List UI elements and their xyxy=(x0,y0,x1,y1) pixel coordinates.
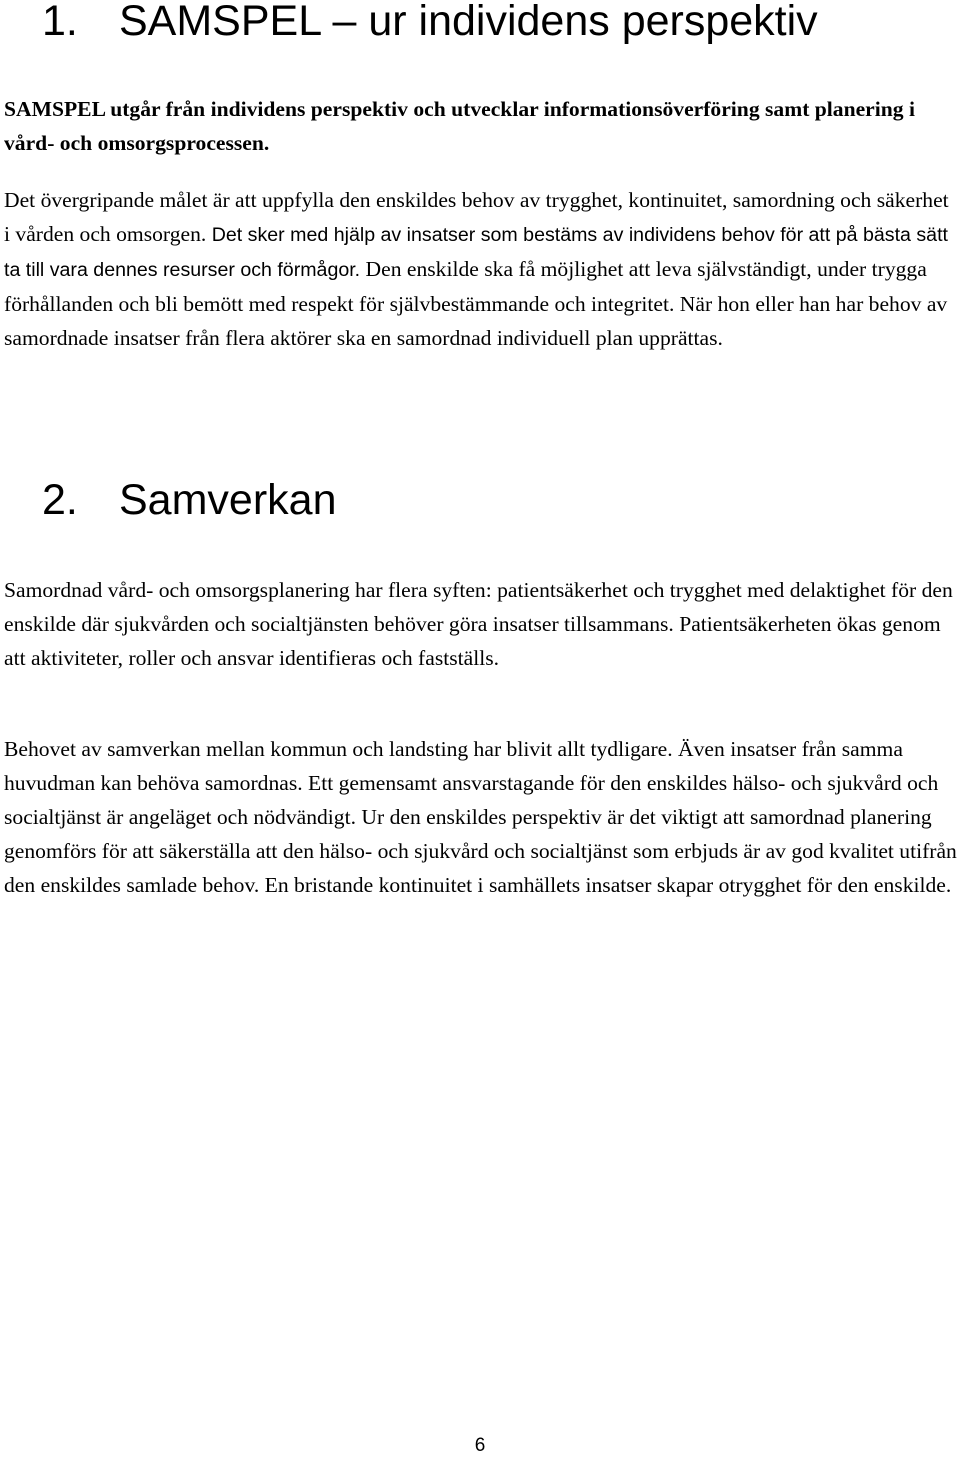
section-1-intro: SAMSPEL utgår från individens perspektiv och utvecklar informationsöverföring samt planering i vård- och omsorgsprocessen. xyxy=(4,97,915,155)
section-1-number: 1. xyxy=(42,0,78,45)
section-1-paragraph-start: Det övergripande målet är att uppfylla den enskildes behov av trygghet, kontinuitet, samordning och säkerhet i vården och omsorgen. xyxy=(4,188,949,246)
section-1-paragraph xyxy=(4,183,959,355)
section-1-paragraph-end: Den enskilde ska få möjlighet att leva självständigt, under trygga förhållanden och bli bemött med respekt för självbestämmande och integritet. När hon eller han har behov av samordnade insatser från flera aktörer ska en samordnad individuell plan upprättas. xyxy=(4,257,948,350)
section-2-paragraph-2: Behovet av samverkan mellan kommun och landsting har blivit allt tydligare. Även insatser från samma huvudman kan behöva samordnas. Ett gemensamt ansvarstagande för den enskildes hälso- och sjukvård och socialtjänst är angeläget och nödvändigt. Ur den enskildes perspektiv är det viktigt att samordnad planering genomförs för att säkerställa att den hälso- och sjukvård och socialtjänst som erbjuds är av god kvalitet utifrån den enskildes samlade behov. En bristande kontinuitet i samhällets insatser skapar otrygghet för den enskilde. xyxy=(4,737,957,897)
section-1-paragraph-middle: Det sker med hjälp av insatser som bestäms av individens behov för att på bästa sätt ta till vara dennes resurser och förmågor. xyxy=(4,224,948,281)
section-2-paragraph-1: Samordnad vård- och omsorgsplanering har flera syften: patientsäkerhet och trygghet med delaktighet för den enskilde där sjukvården och socialtjänsten behöver göra insatser tillsammans. Patientsäkerheten ökas genom att aktiviteter, roller och ansvar identifieras och fastställs. xyxy=(4,578,953,670)
section-2-title: Samverkan xyxy=(119,476,337,524)
section-2-heading xyxy=(42,475,336,525)
section-1-heading xyxy=(42,0,818,46)
section-2-number: 2. xyxy=(42,476,78,524)
page-number: 6 xyxy=(474,1435,486,1456)
section-1-title: SAMSPEL – ur individens perspektiv xyxy=(119,0,818,45)
